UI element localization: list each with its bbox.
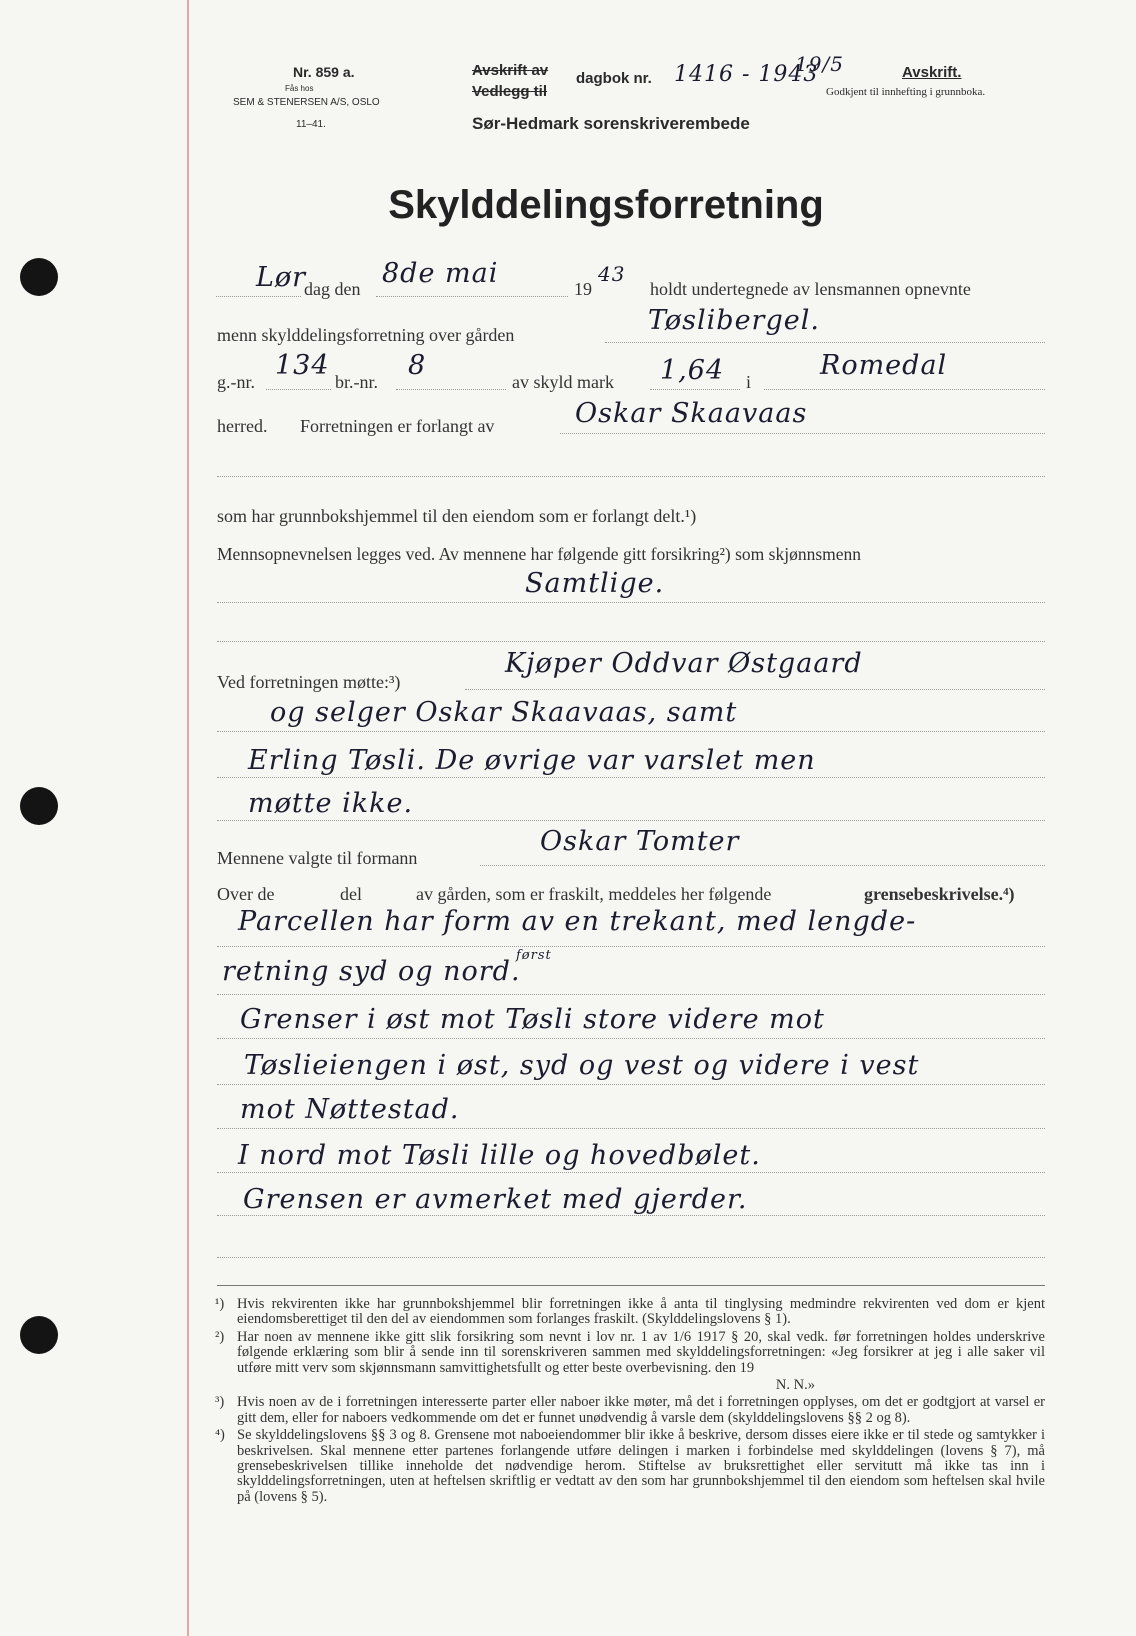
desc-line-5: mot Nøttestad. — [240, 1094, 460, 1125]
samtlige-handwritten: Samtlige. — [525, 568, 665, 599]
dotted-line — [217, 1038, 1045, 1039]
herred-handwritten: Romedal — [820, 350, 948, 381]
brnr-handwritten: 8 — [408, 350, 427, 381]
footnote-text: Har noen av mennene ikke gitt slik forsikring som nevnt i lov nr. 1 av 1/6 1917 § 20, skal vedk. før forretningen holdes underskrive følgende erklæring som blir å sende inn til sorenskriveren sammen med skylddelingsforretningen: «Jeg forsikrer at jeg i alle saker vil utføre mitt verv som skjønnsmann samvittighetsfullt og etter beste overbevisning. den 19 — [237, 1328, 1045, 1376]
year-handwritten: 43 — [598, 262, 626, 286]
footnote-4 — [215, 1428, 1045, 1505]
motte-handwritten-4: møtte ikke. — [248, 788, 414, 819]
skyld-label: av skyld mark — [512, 372, 614, 392]
dotted-line — [480, 865, 1045, 866]
dotted-line — [217, 946, 1045, 947]
dotted-line — [217, 994, 1045, 995]
motte-handwritten-1: Kjøper Oddvar Østgaard — [505, 648, 863, 679]
form-number: Nr. 859 a. — [293, 64, 355, 80]
footnote-mark: ¹) — [215, 1296, 225, 1312]
desc-line-7: Grensen er avmerket med gjerder. — [243, 1184, 748, 1215]
footnote-2 — [215, 1330, 1045, 1376]
stamp-office: Sør-Hedmark sorenskriverembede — [472, 114, 750, 133]
dotted-line — [217, 1084, 1045, 1085]
dotted-line — [605, 342, 1045, 343]
dotted-line — [376, 296, 568, 297]
stamp-vedlegg-til: Vedlegg til — [472, 83, 548, 100]
formann-handwritten: Oskar Tomter — [540, 826, 740, 857]
form-date: 11–41. — [296, 119, 326, 130]
forlangt-label: Forretningen er forlangt av — [300, 416, 495, 436]
motte-handwritten-2: og selger Oskar Skaavaas, samt — [270, 697, 738, 728]
dotted-line — [217, 1257, 1045, 1258]
dotted-line — [560, 433, 1045, 434]
dotted-line — [217, 820, 1045, 821]
dotted-line — [764, 389, 1045, 390]
dag-den-label: dag den — [304, 279, 361, 299]
del-label: del — [340, 884, 362, 904]
document-title: Skylddelingsforretning — [388, 183, 824, 227]
desc-line-2: retning syd og nord. — [222, 956, 521, 987]
dotted-line — [217, 476, 1045, 477]
brnr-label: br.-nr. — [335, 372, 378, 392]
dotted-line — [217, 1215, 1045, 1216]
grense-text: av gården, som er fraskilt, meddeles her følgende — [416, 884, 772, 904]
grunnbok-text: som har grunnbokshjemmel til den eiendom som er forlangt delt.¹) — [217, 506, 697, 526]
footnote-3 — [215, 1395, 1045, 1426]
menn-opp-text: Mennsopnevnelsen legges ved. Av mennene har følgende gitt forsikring²) som skjønnsmenn — [217, 544, 862, 564]
dotted-line — [396, 389, 506, 390]
menn-text: menn skylddelingsforretning over gården — [217, 325, 515, 345]
punch-hole — [20, 258, 58, 296]
avskrift-label: Avskrift. — [902, 64, 962, 81]
footnote-text: Hvis rekvirenten ikke har grunnbokshjemmel blir forretningen ikke å anta til tinglysing medmindre rekvirenten ved dom er kjent eiendomsberettiget til den del av eiendommen som forlanges fraskilt. (Skylddelingslovens § 1). — [237, 1296, 1045, 1328]
herred-label: herred. — [217, 416, 268, 436]
footnote-mark: ³) — [215, 1394, 225, 1411]
dotted-line — [650, 389, 740, 390]
gnr-label: g.-nr. — [217, 372, 255, 392]
year-prefix: 19 — [574, 279, 592, 299]
footnote-text: Hvis noen av de i forretningen interesserte parter eller naboer ikke møter, må det i forretningen opplyses, om det er godtgjort at varsel er gitt dem, eller for naboers vedkommende om det er funnet unødvendig å varsle dem (skylddelingslovens §§ 2 og 8). — [237, 1394, 1045, 1426]
footnote-text: Se skylddelingslovens §§ 3 og 8. Grensene mot naboeiendommer blir ikke å beskrive, dersom disses eiere ikke er til stede og samtykker i beskrivelsen. Skal mennene etter partenes forlangende utføre delingen i marken i forbindelse med skylddelingen (lovens § 7), må grensebeskrivelsen tillike inneholde det nødvendige herom. Stiftelse av bruksrettighet eller servitutt må ikke tas inn i skylddelingsforretningen, uten at heftelsen skriftlig er vedtatt av den som har grunnbokshjemmel til den eiendom som heftelsen skal hvile på (lovens § 5). — [237, 1427, 1045, 1505]
dagbok-date: 19/5 — [795, 52, 844, 76]
footnote-text: N. N.» — [775, 1377, 815, 1394]
footnote-separator — [217, 1285, 1045, 1286]
gnr-handwritten: 134 — [275, 350, 330, 381]
dotted-line — [216, 296, 301, 297]
desc-line-4: Tøslieiengen i øst, syd og vest og videre i vest — [244, 1050, 920, 1081]
farm-handwritten: Tøslibergel. — [648, 305, 820, 336]
dotted-line — [217, 731, 1045, 732]
footnotes — [215, 1297, 1045, 1507]
date-handwritten: 8de mai — [382, 258, 499, 289]
margin-line — [187, 0, 189, 1636]
publisher-line-1: Fås hos — [285, 84, 314, 93]
forlangt-handwritten: Oskar Skaavaas — [575, 398, 808, 429]
footnote-mark: ⁴) — [215, 1427, 225, 1444]
desc-line-3: Grenser i øst mot Tøsli store videre mot — [240, 1004, 825, 1035]
footnote-1 — [215, 1297, 1045, 1328]
publisher-line-2: SEM & STENERSEN A/S, OSLO — [233, 97, 380, 108]
grense-bold: grensebeskrivelse.⁴) — [864, 884, 1015, 904]
dotted-line — [217, 1172, 1045, 1173]
dotted-line — [465, 689, 1045, 690]
dotted-line — [217, 1128, 1045, 1129]
footnote-mark: ²) — [215, 1328, 225, 1345]
desc-line-6: I nord mot Tøsli lille og hovedbølet. — [238, 1140, 761, 1171]
dotted-line — [217, 602, 1045, 603]
motte-handwritten-3: Erling Tøsli. De øvrige var varslet men — [248, 745, 816, 776]
weekday-handwritten: Lør — [256, 262, 307, 293]
holdt-text: holdt undertegnede av lensmannen opnevnte — [650, 279, 971, 299]
dagbok-number: 1416 - 1943 — [674, 62, 819, 87]
desc-insert: først — [516, 948, 552, 963]
over-de-label: Over de — [217, 884, 275, 904]
approved-text: Godkjent til innhefting i grunnboka. — [826, 86, 986, 98]
desc-line-1: Parcellen har form av en trekant, med lengde- — [238, 906, 917, 937]
punch-hole — [20, 787, 58, 825]
formann-label: Mennene valgte til formann — [217, 848, 418, 868]
dotted-line — [217, 641, 1045, 642]
skyld-handwritten: 1,64 — [660, 355, 725, 386]
dotted-line — [217, 777, 1045, 778]
i-label: i — [746, 372, 752, 392]
dotted-line — [266, 389, 331, 390]
stamp-dagbok: dagbok nr. — [576, 70, 652, 87]
motte-label: Ved forretningen møtte:³) — [217, 672, 401, 692]
stamp-avskrift-av: Avskrift av — [472, 62, 549, 79]
punch-hole — [20, 1316, 58, 1354]
footnote-signature — [215, 1378, 1045, 1393]
